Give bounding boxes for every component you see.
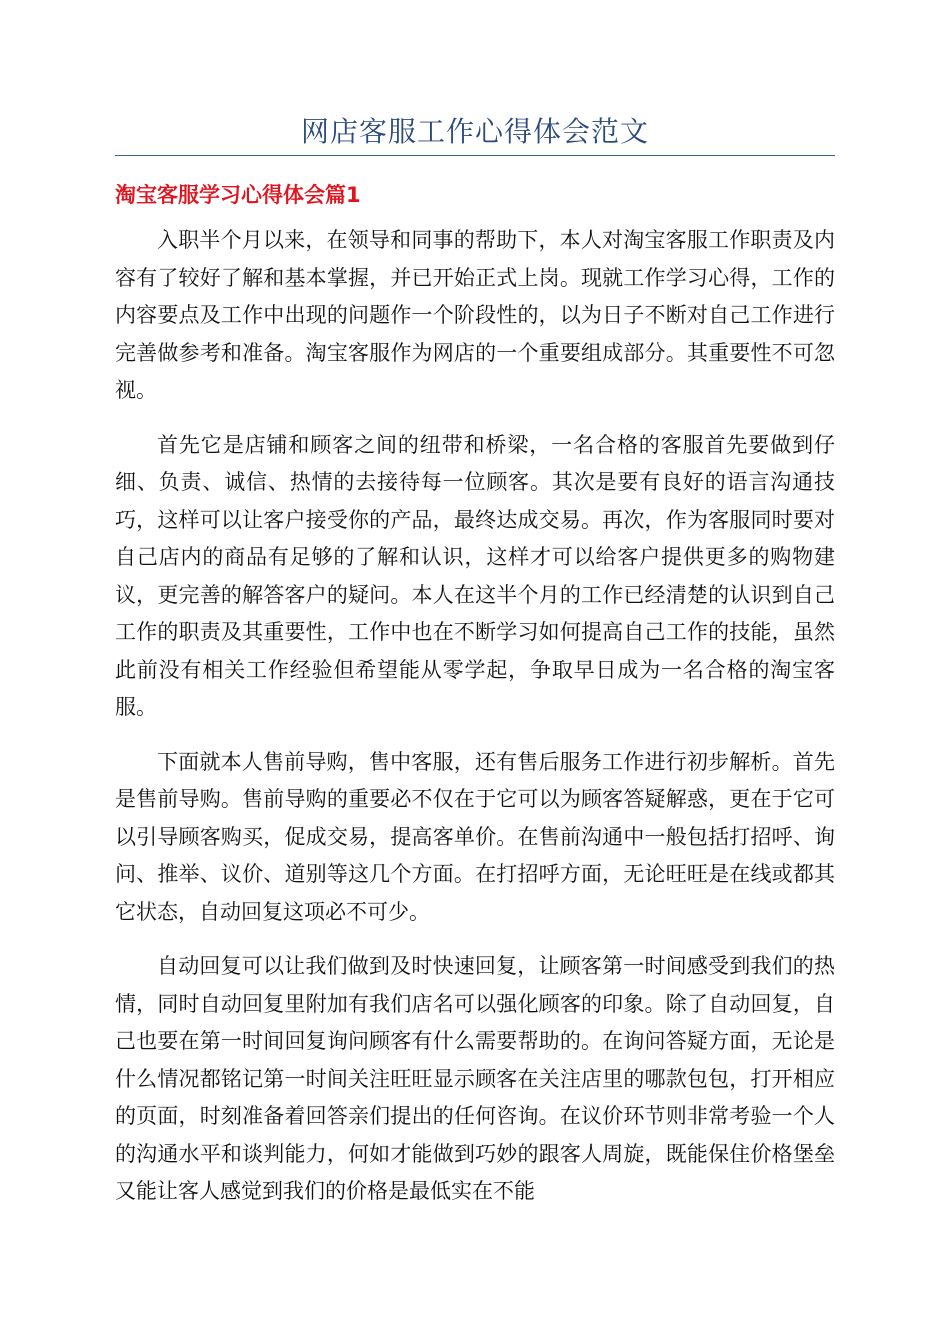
document-body (115, 222, 835, 1228)
section-heading: 淘宝客服学习心得体会篇1 (115, 183, 361, 207)
paragraph-1: 入职半个月以来，在领导和同事的帮助下，本人对淘宝客服工作职责及内容有了较好了解和基本掌握，并已开始正式上岗。现就工作学习心得，工作的内容要点及工作中出现的问题作一个阶段性的，以为日子不断对自己工作进行完善做参考和准备。淘宝客服作为网店的一个重要组成部分。其重要性不可忽视。 (115, 228, 835, 402)
paragraph-4: 自动回复可以让我们做到及时快速回复，让顾客第一时间感受到我们的热情，同时自动回复里附加有我们店名可以强化顾客的印象。除了自动回复，自己也要在第一时间回复询问顾客有什么需要帮助的。在询问答疑方面，无论是什么情况都铭记第一时间关注旺旺显示顾客在关注店里的哪款包包，打开相应的页面，时刻准备着回答亲们提出的任何咨询。在议价环节则非常考验一个人的沟通水平和谈判能力，何如才能做到巧妙的跟客人周旋，既能保住价格堡垒又能让客人感觉到我们的价格是最低实在不能 (115, 954, 835, 1203)
document-title: 网店客服工作心得体会范文 (300, 115, 649, 148)
paragraph-2: 首先它是店铺和顾客之间的纽带和桥梁，一名合格的客服首先要做到仔细、负责、诚信、热情的去接待每一位顾客。其次是要有良好的语言沟通技巧，这样可以让客户接受你的产品，最终达成交易。再次，作为客服同时要对自己店内的商品有足够的了解和认识，这样才可以给客户提供更多的购物建议，更完善的解答客户的疑问。本人在这半个月的工作已经清楚的认识到自己工作的职责及其重要性，工作中也在不断学习如何提高自己工作的技能，虽然此前没有相关工作经验但希望能从零学起，争取早日成为一名合格的淘宝客服。 (115, 432, 835, 719)
paragraph-3: 下面就本人售前导购，售中客服，还有售后服务工作进行初步解析。首先是售前导购。售前导购的重要必不仅在于它可以为顾客答疑解惑，更在于它可以引导顾客购买，促成交易，提高客单价。在售前沟通中一般包括打招呼、询问、推举、议价、道别等这几个方面。在打招呼方面，无论旺旺是在线或都其它状态，自动回复这项必不可少。 (115, 749, 835, 924)
title-divider (115, 155, 835, 156)
